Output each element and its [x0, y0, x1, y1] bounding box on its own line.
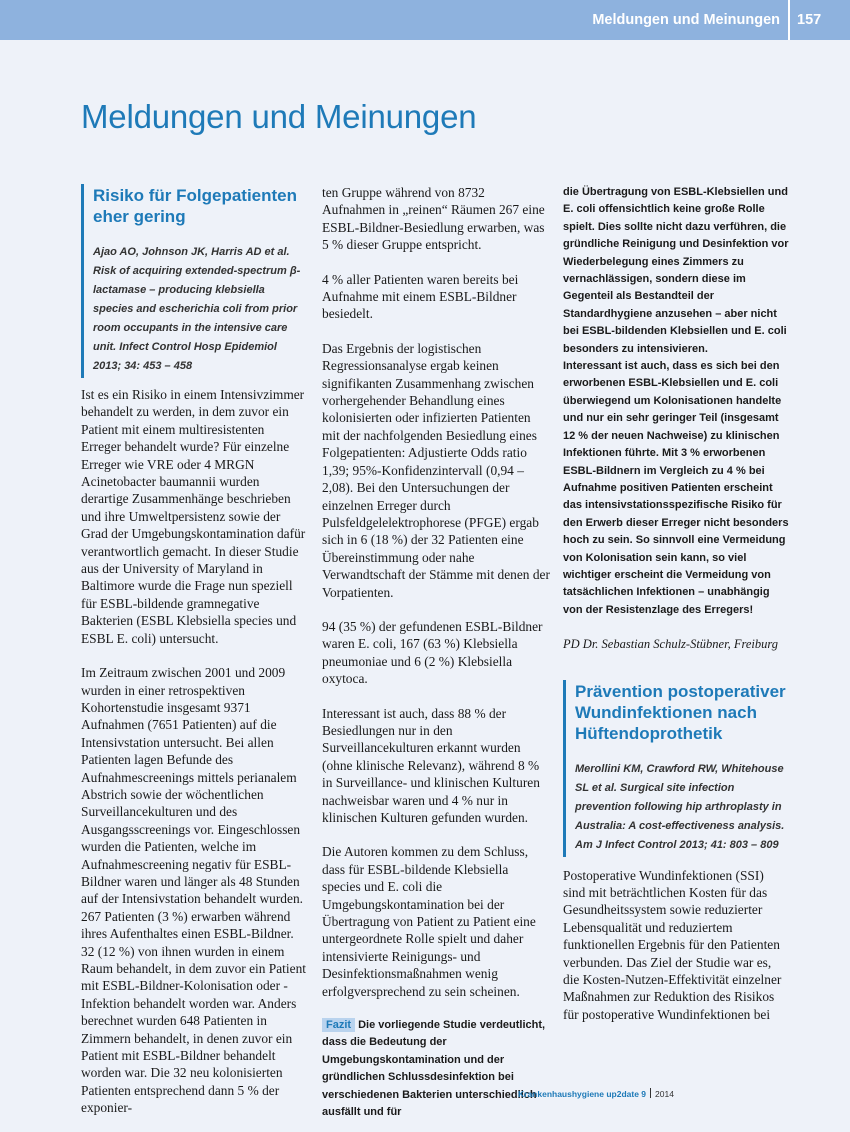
fazit-badge: Fazit: [322, 1018, 355, 1032]
article2-reference: Merollini KM, Crawford RW, Whitehouse SL et al. Surgical site infection prevention following hip arthroplasty in Australia: A cost-effectiveness analysis. Am J Infect Control 2013; 41: 803 – 809: [575, 762, 785, 851]
article1-reference: Ajao AO, Johnson JK, Harris AD et al. Risk of acquiring extended-spectrum β-lactamase – producing klebsiella species and escherichia coli from prior room occupants in the intensive care unit. Infect Control Hosp Epidemiol 2013; 34: 453 – 458: [93, 246, 301, 372]
fazit-paragraph: [322, 1017, 550, 1121]
article1-paragraph: Ist es ein Risiko in einem Intensivzimmer behandelt zu werden, in dem zuvor ein Patient mit einem multiresistenten Erreger behandelt wurde? Für einzelne Erreger wie VRE oder 4 MRGN Acinetobacter baumannii wurden derartige Zusammenhänge beschrieben und ihre Umweltpersistenz sowie der Grad der Umgebungskontamination dafür verantwortlich gemacht. In dieser Studie aus der University of Maryland in Baltimore wurde die Frage nun speziell für ESBL-bildende gramnegative Bakterien (ESBL Klebsiella species und ESBL E. coli) untersucht.: [81, 387, 306, 646]
article1-paragraph: Das Ergebnis der logistischen Regressionsanalyse ergab keinen signifikanten Zusammenhang zwischen vorhergehender Behandlung eines kolonisierten oder infizierten Patienten mit der nachfolgenden Besiedlung eines Folgepatienten: Adjustierte Odds ratio 1,39; 95%-Konfidenzintervall (0,94 – 2,08). Bei den Untersuchungen der einzelnen Erreger durch Pulsfeldgelelektrophorese (PFGE) ergab sich in 6 (18 %) der 32 Patienten eine Übereinstimmung oder nahe Verwandtschaft der Stämme mit denen der Vorpatienten.: [322, 340, 550, 600]
article1-signature: PD Dr. Sebastian Schulz-Stübner, Freiburg: [563, 637, 779, 652]
article2-heading: Prävention postoperativer Wundinfektionen nach Hüftendoprothetik: [575, 681, 786, 743]
article1-paragraph: Im Zeitraum zwischen 2001 und 2009 wurden in einer retrospektiven Kohortenstudie insgesamt 9371 Aufnahmen (7651 Patienten) auf die Intensivstation untersucht. Bei allen Patienten lagen Befunde des Aufnahmescreenings mittels perianalem Abstrich sowie der wöchentlichen Surveillancekulturen und des Ausgangsscreenings vor. Eingeschlossen wurden die Patienten, welche im Aufnahmescreening negativ für ESBL-Bildner waren und länger als 48 Stunden auf der Intensivstation behandelt wurden. 267 Patienten (3 %) erwarben während ihres Aufenthaltes einen ESBL-Bildner. 32 (12 %) von ihnen wurden in einem Raum behandelt, in dem zuvor ein Patient mit ESBL-Bildner-Kolonisation oder -Infektion behandelt worden war. Anders berechnet wurden 648 Patienten in Zimmern behandelt, in denen zuvor ein Patient mit ESBL-Bildner behandelt worden war. Die 32 neu kolonisierten Patienten entsprechend dann 5 % der exponier-: [81, 665, 306, 1116]
header-bar: [0, 0, 850, 40]
article1-paragraph: 94 (35 %) der gefundenen ESBL-Bildner waren E. coli, 167 (63 %) Klebsiella pneumoniae und 6 (2 %) Klebsiella oxytoca.: [322, 618, 543, 687]
header-divider: [788, 0, 790, 40]
column-3: [563, 184, 789, 1023]
fazit-continued: Interessant ist auch, dass es sich bei den erworbenen ESBL-Klebsiellen und E. coli überwiegend um Kolonisationen handelte und nur ein sehr geringer Teil (insgesamt 12 % der neuen Nachweise) zu klinischen Infektionen führte. Mit 3 % erworbenen ESBL-Bildnern im Vergleich zu 4 % bei Aufnahme positiven Patienten erscheint das intensivstationsspezifische Risiko für den Erwerb dieser Erreger nicht besonders hoch zu sein. So sinnvoll eine Vermeidung von Kolonisation sein kann, so viel wichtiger erscheint die Vermeidung von tatsächlichen Infektionen – unabhängig von der Resistenzlage des Erregers!: [563, 360, 789, 616]
header-section-title: Meldungen und Meinungen: [592, 12, 780, 28]
article1-paragraph: 4 % aller Patienten waren bereits bei Aufnahme mit einem ESBL-Bildner besiedelt.: [322, 271, 519, 322]
article1-paragraph: Die Autoren kommen zu dem Schluss, dass für ESBL-bildende Klebsiella species und E. coli die Umgebungskontamination bei der Übertragung von Patient zu Patient eine untergeordnete Rolle spielt und daher intensivierte Reinigungs- und Desinfektionsmaßnahmen wenig erfolgversprechend zu sein scheinen.: [322, 844, 536, 999]
article1-paragraph: ten Gruppe während von 8732 Aufnahmen in „reinen“ Räumen 267 eine ESBL-Bildner-Besiedlung erwarben, was 5 % dieser Gruppe entspricht.: [322, 185, 545, 253]
page-title: Meldungen und Meinungen: [81, 98, 477, 135]
footer-journal: Krankenhaushygiene: [518, 1089, 604, 1099]
footer-divider: [650, 1088, 651, 1098]
article2-paragraph: Postoperative Wundinfektionen (SSI) sind mit beträchtlichen Kosten für das Gesundheitssystem sowie reduzierter Lebensqualität und reduziertem funktionellen Ergebnis für den Patienten verbunden. Das Ziel der Studie war es, die Kosten-Nutzen-Effektivität einzelner Maßnahmen zur Reduktion des Risikos für postoperative Wundinfektionen bei: [563, 867, 782, 1022]
footer: [518, 1088, 674, 1099]
fazit-continued: die Übertragung von ESBL-Klebsiellen und E. coli offensichtlich keine große Rolle spielt. Dies sollte nicht dazu verführen, die gründliche Reinigung und Desinfektion vor Wiederbelegung eines Zimmers zu vernachlässigen, sondern diese im Gegenteil als Bestandteil der Standardhygiene anzusehen – aber nicht bei ESBL-bildenden Klebsiellen und E. coli besonders zu intensivieren.: [563, 186, 789, 355]
article1-paragraph: Interessant ist auch, dass 88 % der Besiedlungen nur in den Surveillancekulturen erkannt wurden (ohne klinische Relevanz), während 8 % in Surveillance- und klinischen Kulturen nachweisbar waren und 4 % nur in klinischen Kulturen gefunden wurden.: [322, 705, 540, 825]
fazit-text: Die vorliegende Studie verdeutlicht, dass die Bedeutung der Umgebungskontamination und der gründlichen Schlussdesinfektion bei verschiedenen Bakterien unterschiedlich ausfällt und für: [322, 1019, 546, 1119]
article1-header-box: [81, 184, 306, 378]
article1-heading: Risiko für Folgepatienten eher gering: [93, 186, 298, 226]
footer-issue: up2date 9: [606, 1089, 647, 1099]
footer-year: 2014: [655, 1089, 674, 1099]
column-1: [81, 184, 306, 1117]
article2-header-box: [563, 680, 789, 857]
page-number: 157: [797, 12, 822, 28]
column-2: [322, 184, 550, 1122]
